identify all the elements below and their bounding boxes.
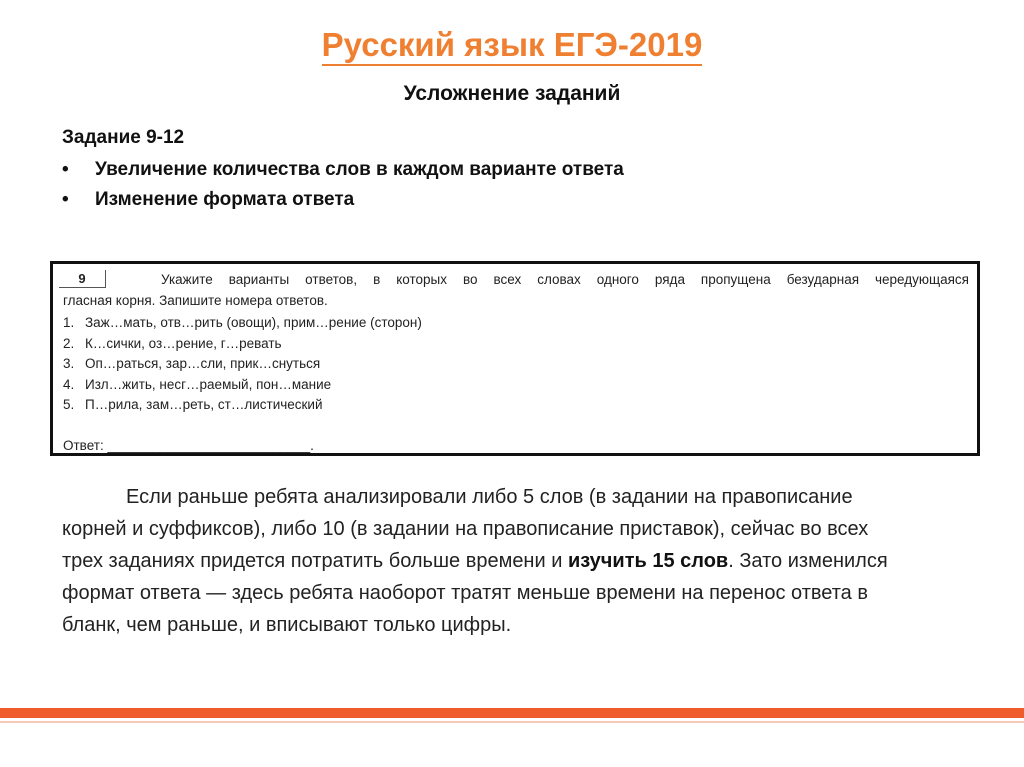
answer-line: Ответ: ___________________________. bbox=[63, 438, 314, 453]
exercise-number: 9 bbox=[59, 270, 106, 288]
bullet-text: Изменение формата ответа bbox=[95, 189, 355, 210]
option-item bbox=[63, 395, 422, 416]
paragraph-line: корней и суффиксов), либо 10 (в задании на правописание приставок), сейчас во всех bbox=[62, 518, 869, 540]
bullet-item bbox=[62, 185, 624, 215]
option-item bbox=[63, 375, 422, 396]
explanation-paragraph bbox=[62, 481, 982, 641]
footer-bar bbox=[0, 708, 1024, 718]
paragraph-line: бланк, чем раньше, и вписывают только цифры. bbox=[62, 614, 512, 636]
option-text: Изл…жить, несг…раемый, пон…мание bbox=[85, 376, 332, 392]
option-item bbox=[63, 313, 422, 334]
option-text: Оп…раться, зар…сли, прик…снуться bbox=[85, 356, 321, 371]
option-item bbox=[63, 334, 422, 355]
exercise-instruction-line2: гласная корня. Запишите номера ответов. bbox=[63, 293, 328, 308]
task-heading: Задание 9-12 bbox=[62, 127, 185, 148]
exercise-box bbox=[50, 261, 980, 456]
paragraph-line bbox=[62, 545, 982, 577]
bullet-dot-icon: • bbox=[62, 189, 69, 210]
task-bullet-list bbox=[62, 155, 624, 215]
option-text: П…рила, зам…реть, ст…листический bbox=[85, 397, 323, 412]
slide-title-text: Русский язык ЕГЭ-2019 bbox=[322, 26, 703, 66]
paragraph-line: формат ответа — здесь ребята наоборот тратят меньше времени на перенос ответа в bbox=[62, 582, 868, 604]
exercise-options bbox=[63, 313, 422, 416]
paragraph-line: Если раньше ребята анализировали либо 5 слов (в задании на правописание bbox=[126, 486, 853, 508]
option-number: 2. bbox=[63, 335, 75, 351]
bullet-dot-icon: • bbox=[62, 159, 69, 180]
option-number: 1. bbox=[63, 315, 75, 330]
paragraph-text: трех заданиях придется потратить больше времени и bbox=[62, 550, 568, 572]
bullet-item bbox=[62, 155, 624, 185]
footer-divider bbox=[0, 721, 1024, 723]
bullet-text: Увеличение количества слов в каждом варианте ответа bbox=[95, 159, 624, 180]
slide-title bbox=[0, 26, 1024, 64]
option-number: 5. bbox=[63, 397, 75, 412]
option-number: 4. bbox=[63, 376, 75, 392]
option-text: Заж…мать, отв…рить (овощи), прим…рение (сторон) bbox=[85, 315, 422, 330]
option-text: К…сички, оз…рение, г…ревать bbox=[85, 335, 282, 351]
option-item bbox=[63, 354, 422, 375]
exercise-instruction-line1: Укажите варианты ответов, в которых во всех словах одного ряда пропущена безударная чередующаяся bbox=[161, 272, 969, 287]
slide-subtitle: Усложнение заданий bbox=[403, 82, 621, 105]
paragraph-emphasis: изучить 15 слов bbox=[567, 550, 729, 572]
option-number: 3. bbox=[63, 356, 75, 371]
paragraph-text: . Зато изменился bbox=[728, 550, 888, 572]
